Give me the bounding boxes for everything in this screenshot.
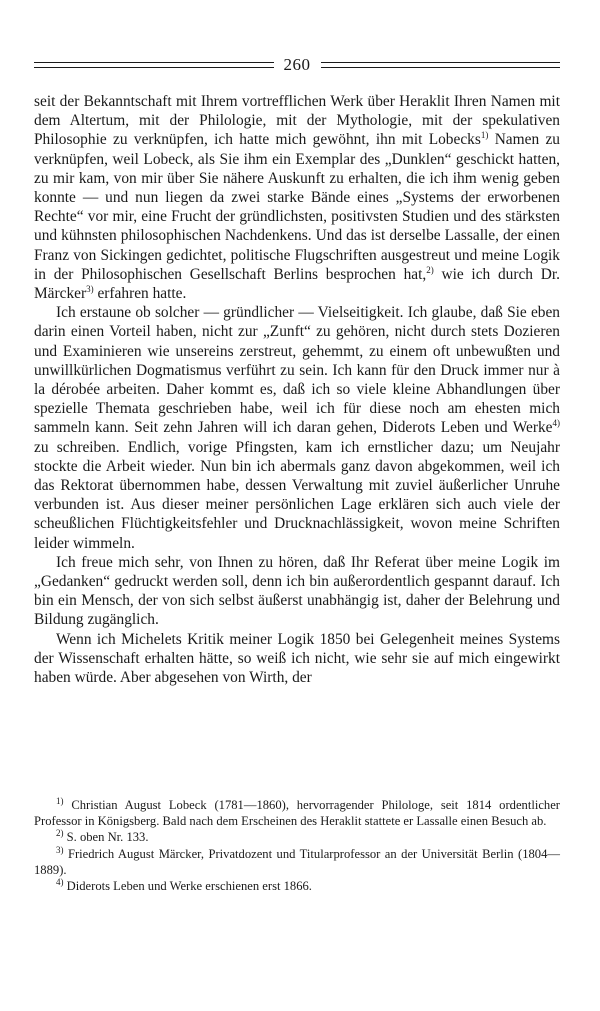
footnote-ref-3: 3) (86, 283, 94, 294)
footnotes (34, 797, 560, 894)
text-run: Ich erstaune ob solcher — gründlicher — Vielseitigkeit. Ich glaube, daß Sie eben darin einen Vorteil haben, nicht zur „Zunft“ zu gehören, nicht durch stets Dozieren und Examinieren wie unsereins zerstreut, gehemmt, zu einem oft unbewußten und unwillkürlichen Dogmatismus verführt zu sein. Ich kann für den Druck immer nur à la dérobée arbeiten. Daher kommt es, daß ich so viele kleine Abhandlungen über spezielle Themata geschrieben habe, weil ich für diese noch am ehesten mich sammeln kann. Seit zehn Jahren will ich daran gehen, Diderots Leben und Werke (34, 304, 560, 437)
text-run: Namen zu verknüpfen, weil Lobeck, als Sie ihm ein Exemplar des „Dunklen“ geschickt hatten, zu mir kam, von mir über Sie nähere Auskunft zu erhalten, die ich ihm wenig geben konnte — und nun liegen da zwei starke Bände eines „Systems der erworbenen Rechte“ vor mir, eine Frucht der gründlichsten, positivsten Studien und des stärksten und kühnsten philosophischen Nachdenkens. Und das ist derselbe Lassalle, der einen Franz von Sickingen gedichtet, politische Flugschriften ausgestreut und meine Logik in der Philosophischen Gesellschaft Berlins besprochen hat, (34, 131, 561, 283)
footnote-mark: 3) (56, 844, 64, 855)
footnote-text: Christian August Lobeck (1781—1860), hervorragender Philologe, seit 1814 ordentlicher Professor in Königsberg. Bald nach dem Erscheinen des Heraklit stattete er Lassalle einen Besuch ab. (34, 798, 560, 829)
header-rule-left (34, 62, 274, 68)
paragraph-1 (34, 92, 560, 303)
footnote-ref-4: 4) (552, 418, 560, 429)
footnote-text: S. oben Nr. 133. (63, 830, 149, 845)
footnote-4 (34, 878, 560, 894)
paragraph-2 (34, 303, 560, 553)
page (34, 52, 560, 687)
text-run: wie ich durch Dr. Märcker (34, 265, 560, 303)
footnote-ref-1: 1) (480, 130, 489, 141)
page-header (34, 52, 560, 78)
text-run: seit der Bekanntschaft mit Ihrem vortrefflichen Werk über Heraklit Ihren Namen mit dem Altertum, mit der Philologie, mit der Mythologie, mit der spekulativen Philosophie zu verknüpfen, ich hatte mich gewöhnt, ihn mit Lobecks (34, 93, 560, 149)
footnote-1 (34, 797, 560, 829)
header-rule-right (321, 62, 561, 68)
footnote-text: Friedrich August Märcker, Privatdozent und Titularprofessor an der Universität Berlin (1804—1889). (34, 846, 560, 877)
letter-body (34, 92, 560, 687)
footnote-mark: 1) (56, 795, 64, 806)
text-run: erfahren hatte. (93, 285, 187, 303)
text-run: zu schreiben. Endlich, vorige Pfingsten, kam ich ernstlicher dazu; um Neujahr stockte die Arbeit wieder. Nun bin ich abermals ganz davon abgekommen, weil ich das Rektorat übernommen habe, dessen Verwaltung mit zuviel äußerlicher Unruhe verbunden ist. Aus dieser meiner persönlichen Lage erklären sich auch viele der scheußlichen Flüchtigkeitsfehler und Drucknachlässigkeit, wovon meine Schriften leider wimmeln. (34, 438, 560, 552)
footnote-text: Diderots Leben und Werke erschienen erst 1866. (63, 879, 312, 894)
text-run: Wenn ich Michelets Kritik meiner Logik 1850 bei Gelegenheit meines Systems der Wissenschaft erhalten hätte, so weiß ich nicht, wie sehr sie auf mich eingewirkt haben würde. Aber abgesehen von Wirth, der (34, 630, 560, 687)
footnote-ref-2: 2) (426, 264, 434, 275)
paragraph-4 (34, 630, 560, 688)
text-run: Ich freue mich sehr, von Ihnen zu hören, daß Ihr Referat über meine Logik im „Gedanken“ gedruckt werden soll, denn ich bin außerordentlich gespannt darauf. Ich bin ein Mensch, der von sich selbst äußerst unabhängig ist, daher der Belehrung und Bildung zugänglich. (34, 553, 560, 629)
page-number: 260 (283, 55, 311, 74)
footnote-mark: 2) (56, 828, 64, 839)
paragraph-3 (34, 553, 560, 630)
footnote-mark: 4) (56, 876, 64, 887)
footnote-3 (34, 846, 560, 878)
footnote-2 (34, 829, 560, 845)
